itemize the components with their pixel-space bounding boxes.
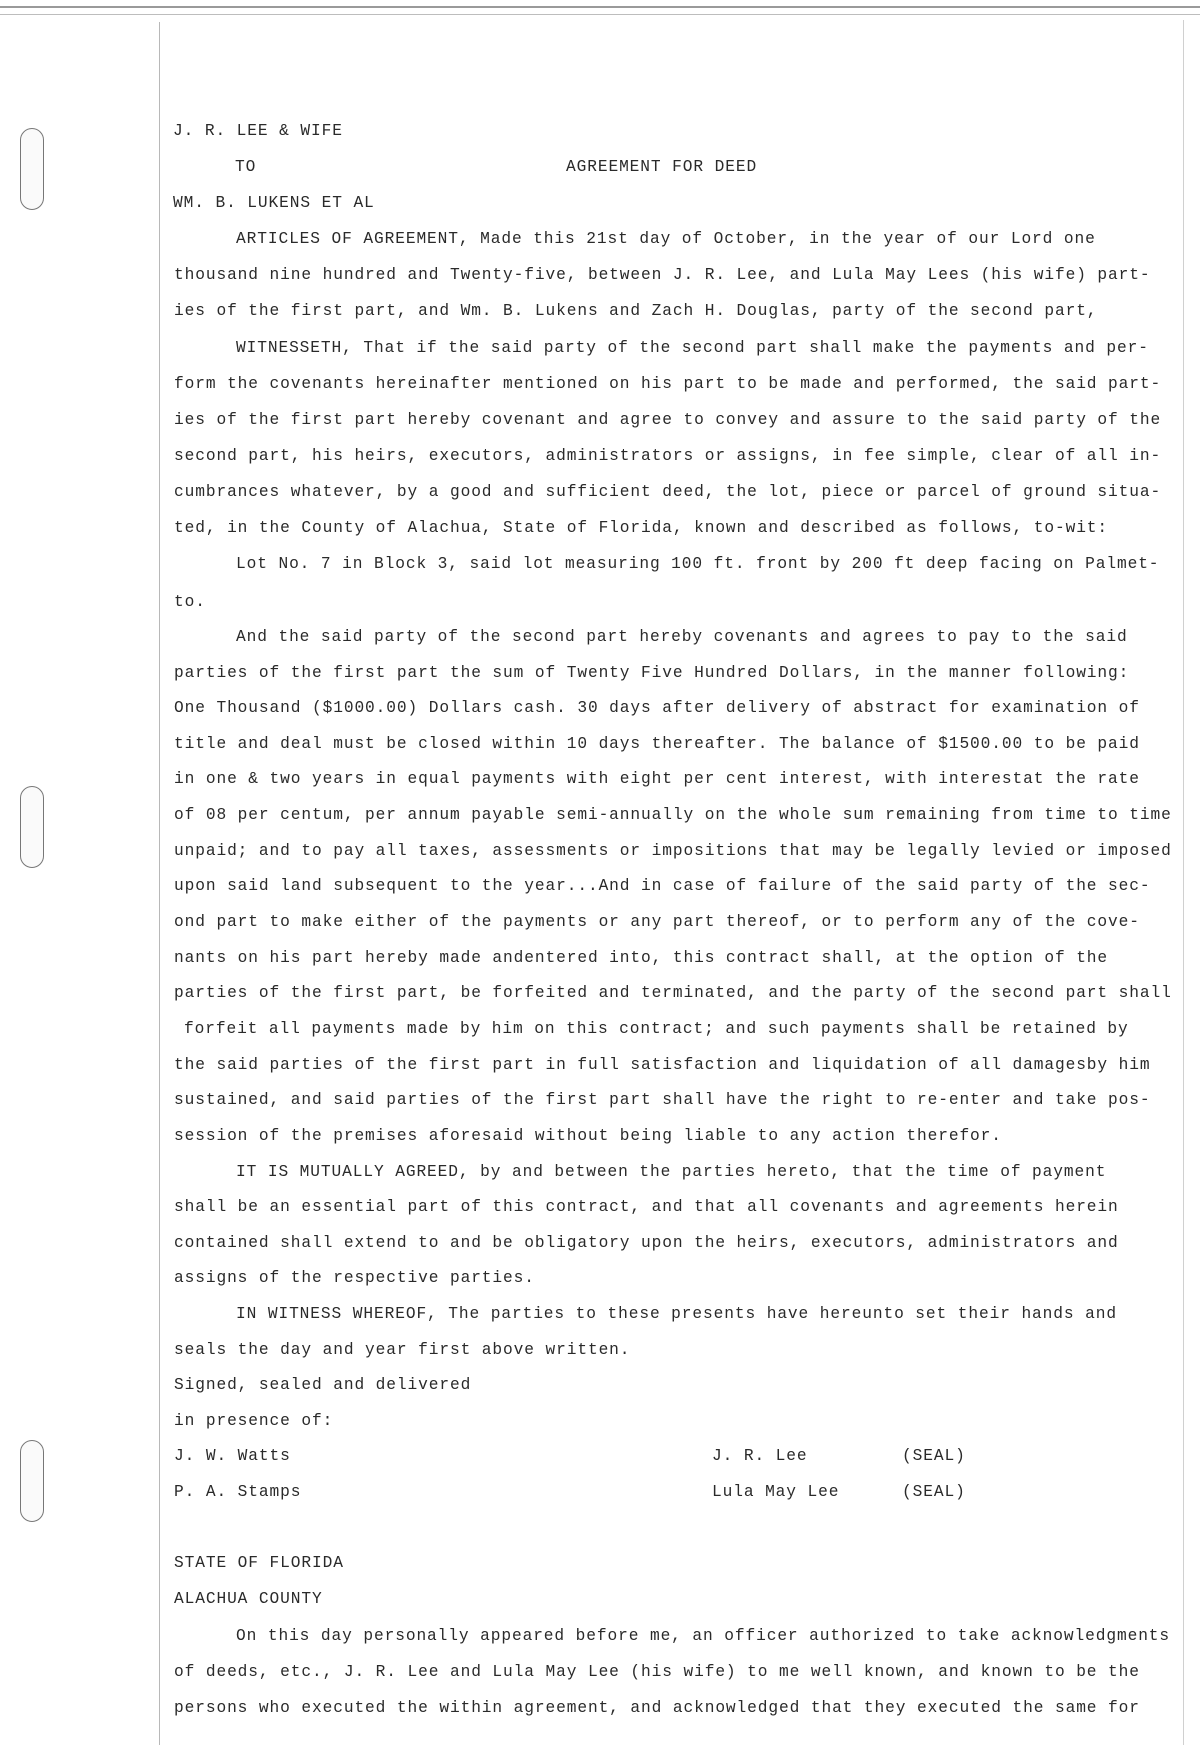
body-line: And the said party of the second part hereby covenants and agrees to pay to the said xyxy=(236,628,1128,646)
to-label: TO xyxy=(235,158,257,176)
body-line: parties of the first part the sum of Twenty Five Hundred Dollars, in the manner following: xyxy=(174,664,1130,682)
county-heading: ALACHUA COUNTY xyxy=(174,1590,323,1608)
acknowledgment-line: On this day personally appeared before me, an officer authorized to take acknowledgments xyxy=(236,1627,1171,1645)
body-line: session of the premises aforesaid without being liable to any action therefor. xyxy=(174,1127,1002,1145)
body-line: in one & two years in equal payments with eight per cent interest, with interestat the rate xyxy=(174,770,1140,788)
body-line: parties of the first part, be forfeited and terminated, and the party of the second part shall xyxy=(174,984,1172,1002)
body-line: IT IS MUTUALLY AGREED, by and between the parties hereto, that the time of payment xyxy=(236,1163,1107,1181)
grantee-line: WM. B. LUKENS ET AL xyxy=(173,194,375,212)
body-line: Lot No. 7 in Block 3, said lot measuring 100 ft. front by 200 ft deep facing on Palmet- xyxy=(236,555,1160,573)
body-line: sustained, and said parties of the first part shall have the right to re-enter and take pos- xyxy=(174,1091,1151,1109)
body-line: ARTICLES OF AGREEMENT, Made this 21st day of October, in the year of our Lord one xyxy=(236,230,1096,248)
body-line: shall be an essential part of this contract, and that all covenants and agreements herein xyxy=(174,1198,1119,1216)
body-line: nants on his part hereby made andentered into, this contract shall, at the option of the xyxy=(174,949,1109,967)
body-line: seals the day and year first above written. xyxy=(174,1341,631,1359)
body-line: the said parties of the first part in full satisfaction and liquidation of all damagesby him xyxy=(174,1056,1151,1074)
acknowledgment-line: persons who executed the within agreement, and acknowledged that they executed the same for xyxy=(174,1699,1140,1717)
body-line: assigns of the respective parties. xyxy=(174,1269,535,1287)
grantor-line: J. R. LEE & WIFE xyxy=(173,122,343,140)
body-line: cumbrances whatever, by a good and sufficient deed, the lot, piece or parcel of ground situa- xyxy=(174,483,1162,501)
seal-label: (SEAL) xyxy=(902,1483,966,1501)
body-line: ies of the first part, and Wm. B. Lukens and Zach H. Douglas, party of the second part, xyxy=(174,302,1098,320)
document-title: AGREEMENT FOR DEED xyxy=(566,158,758,176)
witness-name: J. W. Watts xyxy=(174,1447,291,1465)
body-line: Signed, sealed and delivered xyxy=(174,1376,472,1394)
body-line: title and deal must be closed within 10 days thereafter. The balance of $1500.00 to be paid xyxy=(174,735,1140,753)
body-line: second part, his heirs, executors, administrators or assigns, in fee simple, clear of all in- xyxy=(174,447,1162,465)
body-line: thousand nine hundred and Twenty-five, between J. R. Lee, and Lula May Lees (his wife) part- xyxy=(174,266,1151,284)
body-line: unpaid; and to pay all taxes, assessments or impositions that may be legally levied or imposed xyxy=(174,842,1172,860)
body-line: ted, in the County of Alachua, State of Florida, known and described as follows, to-wit: xyxy=(174,519,1109,537)
body-line: ies of the first part hereby covenant and agree to convey and assure to the said party of the xyxy=(174,411,1162,429)
body-line: in presence of: xyxy=(174,1412,334,1430)
body-line: upon said land subsequent to the year...And in case of failure of the said party of the sec- xyxy=(174,877,1151,895)
seal-label: (SEAL) xyxy=(902,1447,966,1465)
body-line: ond part to make either of the payments or any part thereof, or to perform any of the cove- xyxy=(174,913,1140,931)
party-signature: Lula May Lee xyxy=(712,1483,840,1501)
witness-name: P. A. Stamps xyxy=(174,1483,302,1501)
body-line: contained shall extend to and be obligatory upon the heirs, executors, administrators and xyxy=(174,1234,1119,1252)
body-line: One Thousand ($1000.00) Dollars cash. 30 days after delivery of abstract for examination of xyxy=(174,699,1140,717)
state-heading: STATE OF FLORIDA xyxy=(174,1554,344,1572)
body-line: forfeit all payments made by him on this contract; and such payments shall be retained by xyxy=(184,1020,1129,1038)
body-line: to. xyxy=(174,593,206,611)
body-line: form the covenants hereinafter mentioned on his part to be made and performed, the said part- xyxy=(174,375,1162,393)
body-line: WITNESSETH, That if the said party of the second part shall make the payments and per- xyxy=(236,339,1149,357)
body-line: of 08 per centum, per annum payable semi-annually on the whole sum remaining from time to time xyxy=(174,806,1172,824)
party-signature: J. R. Lee xyxy=(712,1447,808,1465)
body-line: IN WITNESS WHEREOF, The parties to these presents have hereunto set their hands and xyxy=(236,1305,1117,1323)
acknowledgment-line: of deeds, etc., J. R. Lee and Lula May Lee (his wife) to me well known, and known to be the xyxy=(174,1663,1140,1681)
